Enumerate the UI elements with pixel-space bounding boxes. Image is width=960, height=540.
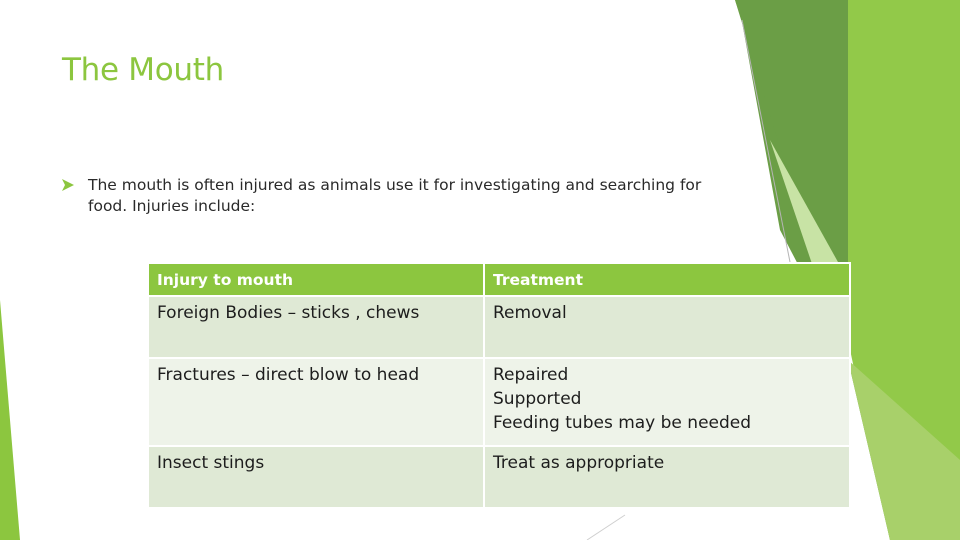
- bullet-text: The mouth is often injured as animals use it for investigating and searching for food. Injuries include:: [88, 176, 702, 215]
- table-header-row: [148, 263, 850, 296]
- cell-injury: Fractures – direct blow to head: [148, 358, 484, 446]
- left-edge-shape: [0, 300, 20, 540]
- table-row: [148, 296, 850, 358]
- treatment-line: Treat as appropriate: [493, 453, 665, 473]
- treatment-line: Supported: [493, 389, 582, 409]
- treatment-line: Feeding tubes may be needed: [493, 413, 752, 433]
- cell-treatment: [484, 358, 850, 446]
- header-injury: Injury to mouth: [148, 263, 484, 296]
- cell-treatment: [484, 446, 850, 508]
- table-row: [148, 358, 850, 446]
- header-treatment: Treatment: [484, 263, 850, 296]
- treatment-line: Repaired: [493, 365, 569, 385]
- injuries-table: [147, 262, 851, 509]
- cell-injury: Insect stings: [148, 446, 484, 508]
- diamond-arrow-bullet-icon: [62, 179, 74, 191]
- treatment-line: Removal: [493, 303, 567, 323]
- slide-title: The Mouth: [62, 52, 224, 88]
- cell-treatment: [484, 296, 850, 358]
- cell-injury: Foreign Bodies – sticks , chews: [148, 296, 484, 358]
- table-row: [148, 446, 850, 508]
- thin-line-bottom: [587, 515, 625, 540]
